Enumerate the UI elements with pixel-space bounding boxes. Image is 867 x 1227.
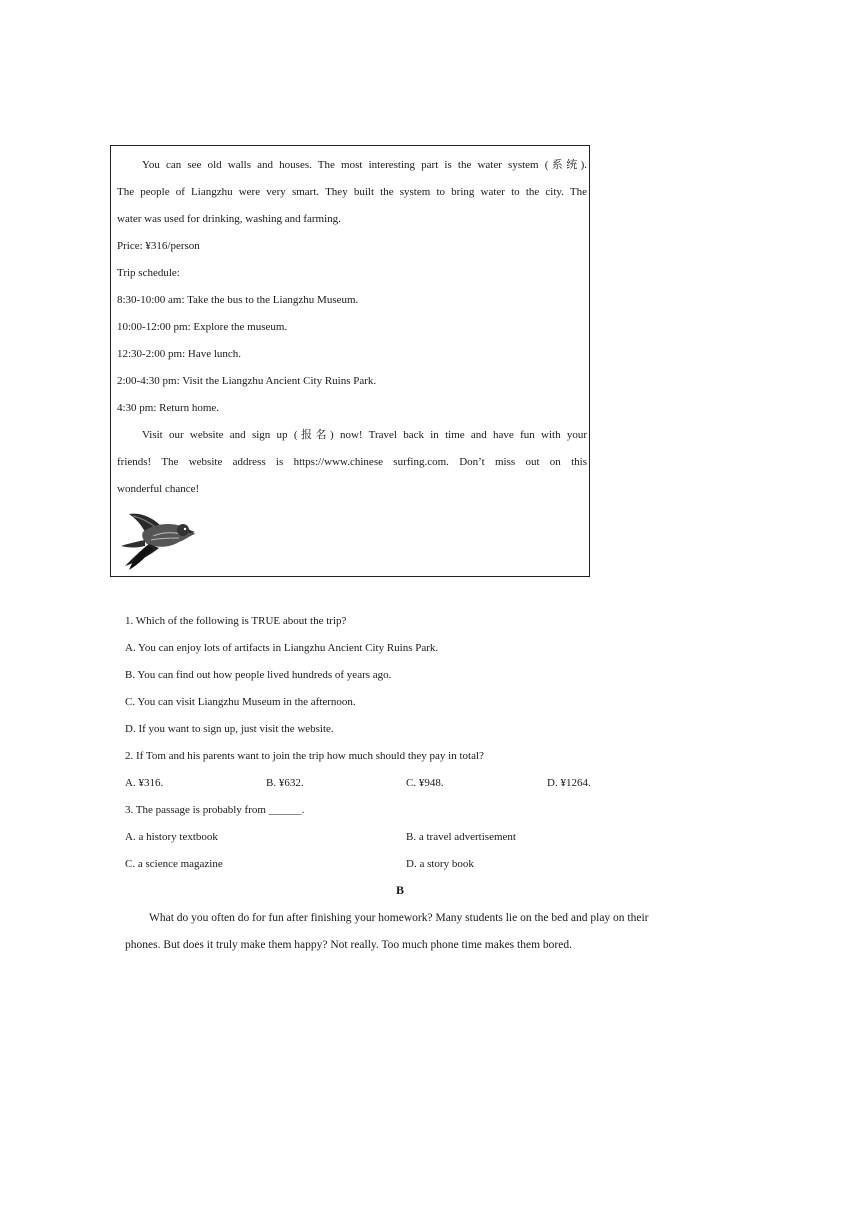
passage-line: wonderful chance! xyxy=(117,483,200,495)
passage-a-box xyxy=(110,145,590,577)
question-3-option-b: B. a travel advertisement xyxy=(406,831,516,843)
schedule-item: 2:00-4:30 pm: Visit the Liangzhu Ancient City Ruins Park. xyxy=(117,375,377,387)
question-2-option-c: C. ¥948. xyxy=(406,777,444,789)
schedule-item: 10:00-12:00 pm: Explore the museum. xyxy=(117,321,288,333)
question-1-option-b: B. You can find out how people lived hundreds of years ago. xyxy=(125,669,392,681)
passage-line: The people of Liangzhu were very smart. They built the system to bring water to the city. The xyxy=(117,186,587,198)
passage-line: friends! The website address is https://www.chinese surfing.com. Don’t miss out on this xyxy=(117,456,587,468)
price-line: Price: ¥316/person xyxy=(117,240,200,252)
question-1-stem: 1. Which of the following is TRUE about the trip? xyxy=(125,615,347,627)
question-3-option-c: C. a science magazine xyxy=(125,858,223,870)
schedule-item: 4:30 pm: Return home. xyxy=(117,402,220,414)
question-1-option-a: A. You can enjoy lots of artifacts in Liangzhu Ancient City Ruins Park. xyxy=(125,642,439,654)
passage-line: water was used for drinking, washing and farming. xyxy=(117,213,341,225)
schedule-item: 12:30-2:00 pm: Have lunch. xyxy=(117,348,242,360)
question-3-stem: 3. The passage is probably from ______. xyxy=(125,804,305,816)
question-2-stem: 2. If Tom and his parents want to join the trip how much should they pay in total? xyxy=(125,750,484,762)
passage-line: Visit our website and sign up (报名) now! Travel back in time and have fun with your xyxy=(142,429,587,441)
question-3-option-d: D. a story book xyxy=(406,858,474,870)
schedule-heading: Trip schedule: xyxy=(117,267,180,279)
question-2-option-d: D. ¥1264. xyxy=(547,777,591,789)
passage-line: You can see old walls and houses. The most interesting part is the water system (系统). xyxy=(142,159,587,171)
question-3-option-a: A. a history textbook xyxy=(125,831,218,843)
question-1-option-d: D. If you want to sign up, just visit the website. xyxy=(125,723,334,735)
question-2-option-b: B. ¥632. xyxy=(266,777,304,789)
question-2-option-a: A. ¥316. xyxy=(125,777,164,789)
section-b-title: B xyxy=(396,883,405,897)
section-b-line: What do you often do for fun after finishing your homework? Many students lie on the bed and play on their xyxy=(149,912,649,924)
schedule-item: 8:30-10:00 am: Take the bus to the Liangzhu Museum. xyxy=(117,294,359,306)
swallow-icon xyxy=(119,510,195,572)
section-b-line: phones. But does it truly make them happy? Not really. Too much phone time makes them bored. xyxy=(125,939,572,951)
question-1-option-c: C. You can visit Liangzhu Museum in the afternoon. xyxy=(125,696,356,708)
